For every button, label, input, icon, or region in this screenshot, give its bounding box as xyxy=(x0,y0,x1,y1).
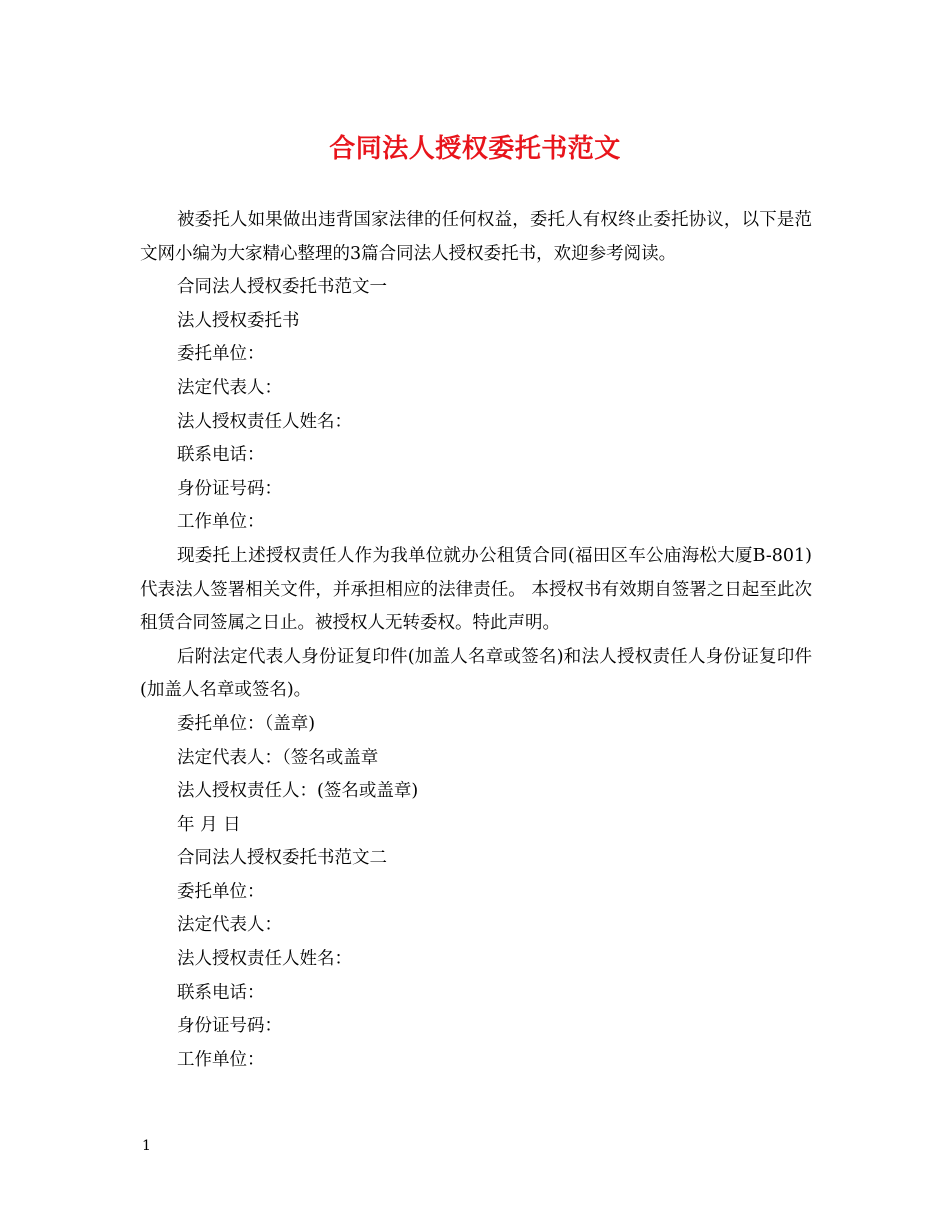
intro-paragraph: 被委托人如果做出违背国家法律的任何权益，委托人有权终止委托协议，以下是范文网小编为大家精心整理的3篇合同法人授权委托书，欢迎参考阅读。 xyxy=(140,210,812,264)
field-authorized-person-name: 法人授权责任人姓名： xyxy=(177,411,352,432)
document-body xyxy=(140,204,812,1077)
field-work-unit-2: 工作单位： xyxy=(177,1049,265,1070)
field-id-number: 身份证号码： xyxy=(177,478,282,499)
field-authorized-person-name-2: 法人授权责任人姓名： xyxy=(177,949,352,970)
signature-legal-representative: 法定代表人：（签名或盖章 xyxy=(177,747,379,768)
page-number: 1 xyxy=(142,1138,151,1154)
authorization-paragraph: 现委托上述授权责任人作为我单位就办公租赁合同(福田区车公庙海松大厦B-801)代表法人签署相关文件，并承担相应的法律责任。 本授权书有效期自签署之日起至此次租赁合同签属之日止。被授权人无转委权。特此声明。 xyxy=(140,545,812,634)
field-id-number-2: 身份证号码： xyxy=(177,1016,282,1037)
field-legal-representative-2: 法定代表人： xyxy=(177,915,282,936)
field-work-unit: 工作单位： xyxy=(177,512,265,533)
signature-authorized-person: 法人授权责任人：(签名或盖章) xyxy=(177,781,419,802)
signature-client-unit: 委托单位：（盖章) xyxy=(177,713,316,734)
date-line: 年 月 日 xyxy=(177,814,241,835)
section-heading-two: 合同法人授权委托书范文二 xyxy=(177,848,387,869)
field-client-unit: 委托单位： xyxy=(177,344,265,365)
field-phone: 联系电话： xyxy=(177,445,265,466)
document-title: 合同法人授权委托书范文 xyxy=(329,134,621,164)
form-title: 法人授权委托书 xyxy=(177,310,300,331)
section-heading-one: 合同法人授权委托书范文一 xyxy=(177,277,387,298)
field-legal-representative: 法定代表人： xyxy=(177,377,282,398)
attachment-paragraph: 后附法定代表人身份证复印件(加盖人名章或签名)和法人授权责任人身份证复印件(加盖人名章或签名)。 xyxy=(140,646,812,701)
field-client-unit-2: 委托单位： xyxy=(177,881,265,902)
field-phone-2: 联系电话： xyxy=(177,982,265,1003)
